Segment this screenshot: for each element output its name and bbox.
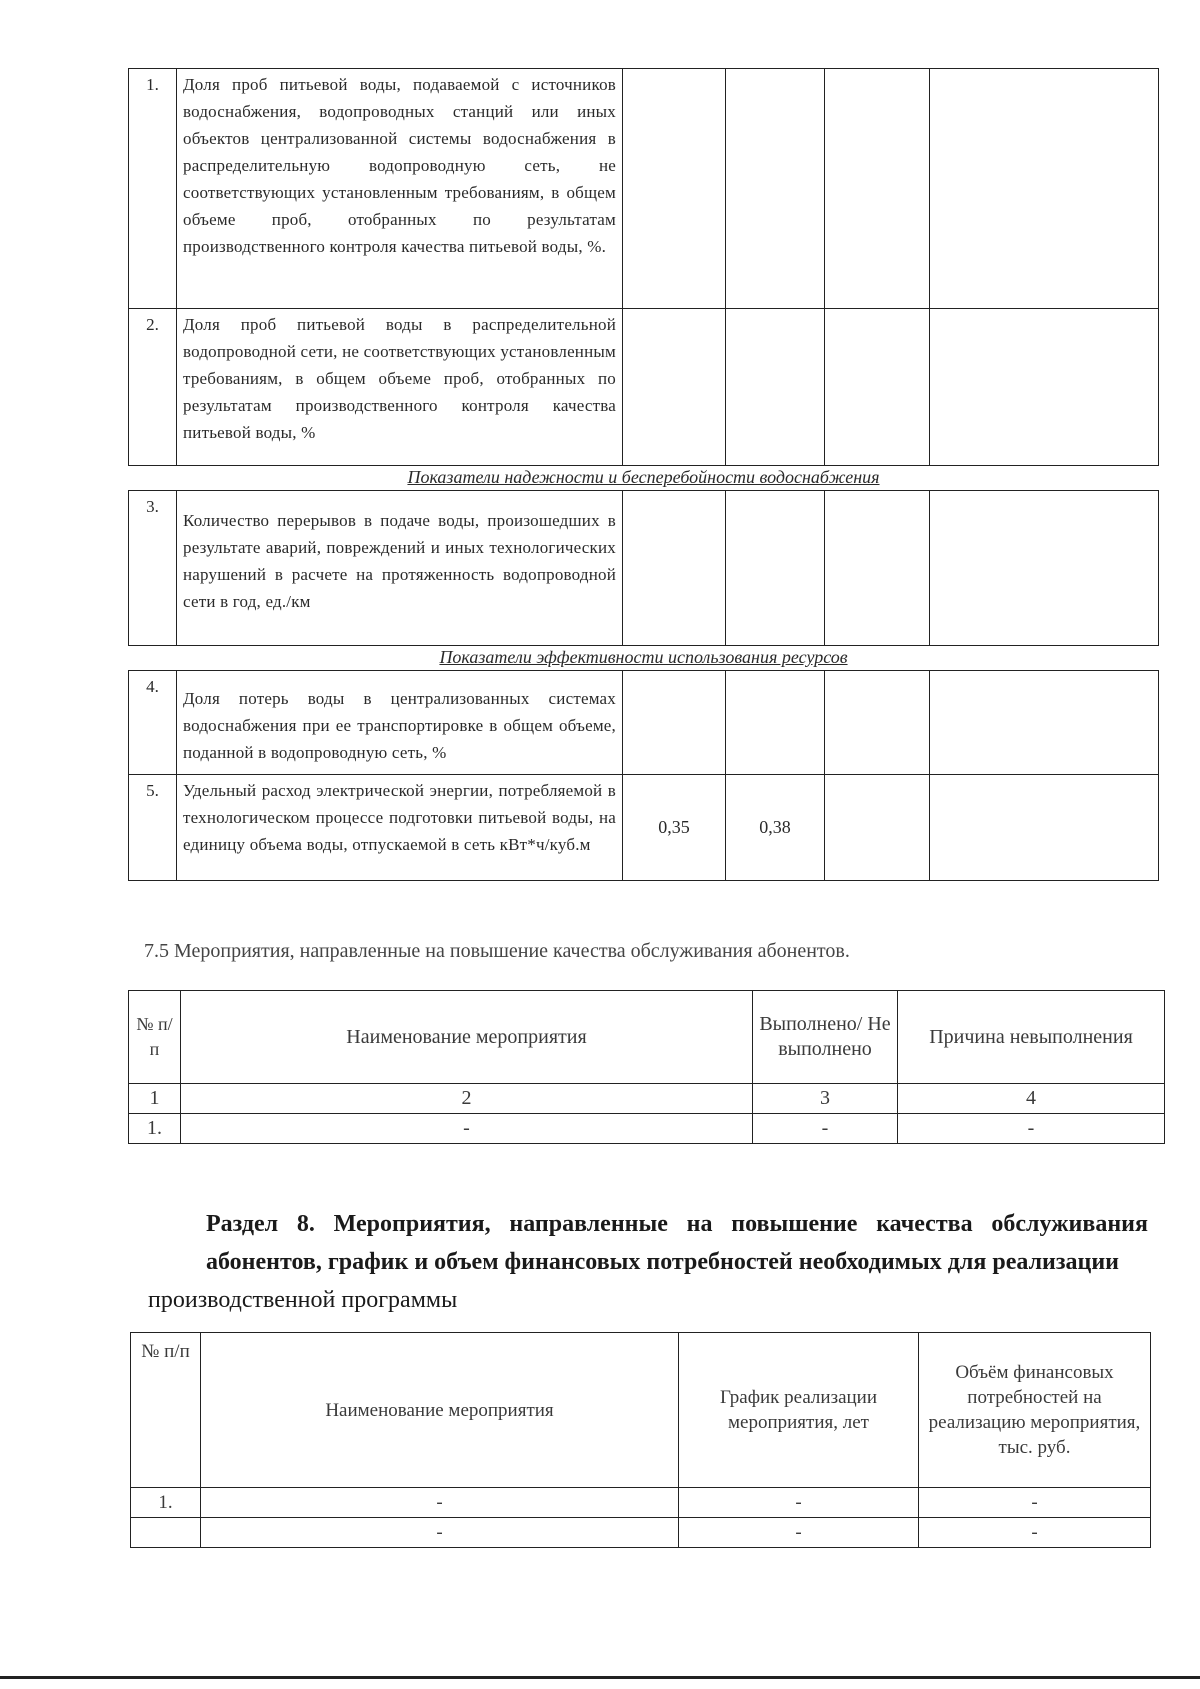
value-cell (623, 309, 726, 466)
measures-table-7-5 (128, 990, 1165, 1144)
row-number: 3. (129, 491, 177, 646)
measure-schedule: - (679, 1488, 919, 1518)
table-row (129, 775, 1159, 881)
indicator-description: Доля проб питьевой воды, подаваемой с источников водоснабжения, водопроводных станций или иных объектов централизованной системы водоснабжения в распределительную водопроводную сеть, не соответствующих установленным требованиям, в общем объеме проб, отобранных по результатам производственного контроля качества питьевой воды, %. (177, 69, 623, 309)
value-cell (726, 491, 825, 646)
value-cell: 0,35 (623, 775, 726, 881)
column-header-done: Выполнено/ Не выполнено (753, 991, 898, 1084)
value-cell (825, 309, 930, 466)
value-cell (726, 309, 825, 466)
table-row (131, 1488, 1151, 1518)
value-cell (726, 69, 825, 309)
value-cell (623, 671, 726, 775)
column-numbers-row (129, 1084, 1165, 1114)
section-8-title-tail: производственной программы (148, 1287, 458, 1313)
table-header-row (131, 1333, 1151, 1488)
column-header-num: № п/п (131, 1333, 201, 1488)
table-row (129, 69, 1159, 309)
measure-name: - (181, 1114, 753, 1144)
table-header-row (129, 991, 1165, 1084)
page-bottom-rule (0, 1676, 1200, 1679)
column-number: 2 (181, 1084, 753, 1114)
section-header-row (129, 466, 1159, 491)
section-header: Показатели надежности и бесперебойности водоснабжения (407, 467, 880, 487)
value-cell (726, 671, 825, 775)
indicator-description: Удельный расход электрической энергии, потребляемой в технологическом процессе подготовки питьевой воды, на единицу объема воды, отпускаемой в сеть кВт*ч/куб.м (177, 775, 623, 881)
table-row (131, 1518, 1151, 1548)
financial-needs-table (130, 1332, 1151, 1548)
section-8-heading (148, 1205, 1148, 1319)
value-cell: 0,38 (726, 775, 825, 881)
value-cell (825, 491, 930, 646)
row-number: 5. (129, 775, 177, 881)
measure-name: - (201, 1518, 679, 1548)
column-number: 1 (129, 1084, 181, 1114)
indicator-description: Доля проб питьевой воды в распределительной водопроводной сети, не соответствующих установленным требованиям, в общем объеме проб, отобранных по результатам производственного контроля качества питьевой воды, % (177, 309, 623, 466)
indicator-description: Доля потерь воды в централизованных системах водоснабжения при ее транспортировке в общем объеме, поданной в водопроводную сеть, % (177, 671, 623, 775)
measure-name: - (201, 1488, 679, 1518)
column-header-finance: Объём финансовых потребностей на реализацию мероприятия, тыс. руб. (919, 1333, 1151, 1488)
value-cell (825, 69, 930, 309)
row-number: 1. (129, 69, 177, 309)
section-header: Показатели эффективности использования ресурсов (439, 647, 848, 667)
column-number: 3 (753, 1084, 898, 1114)
value-cell (825, 775, 930, 881)
value-cell (825, 671, 930, 775)
table-row (129, 671, 1159, 775)
column-header-name: Наименование мероприятия (201, 1333, 679, 1488)
table-row (129, 1114, 1165, 1144)
column-header-reason: Причина невыполнения (898, 991, 1165, 1084)
value-cell (930, 775, 1159, 881)
indicators-table (128, 68, 1159, 881)
value-cell (930, 671, 1159, 775)
row-number (131, 1518, 201, 1548)
value-cell (623, 69, 726, 309)
table-row (129, 309, 1159, 466)
section-header-row (129, 646, 1159, 671)
measure-finance: - (919, 1488, 1151, 1518)
row-number: 2. (129, 309, 177, 466)
value-cell (930, 491, 1159, 646)
column-header-name: Наименование мероприятия (181, 991, 753, 1084)
column-header-schedule: График реализации мероприятия, лет (679, 1333, 919, 1488)
value-cell (623, 491, 726, 646)
table-row (129, 491, 1159, 646)
indicator-description: Количество перерывов в подаче воды, произошедших в результате аварий, повреждений и иных технологических нарушений в расчете на протяженность водопроводной сети в год, ед./км (177, 491, 623, 646)
value-cell (930, 69, 1159, 309)
column-header-num: № п/п (129, 991, 181, 1084)
row-number: 1. (131, 1488, 201, 1518)
measure-reason: - (898, 1114, 1165, 1144)
section-8-title: Раздел 8. Мероприятия, направленные на повышение качества обслуживания абонентов, график и объем финансовых потребностей необходимых для реализации (206, 1211, 1148, 1275)
row-number: 4. (129, 671, 177, 775)
measure-finance: - (919, 1518, 1151, 1548)
row-number: 1. (129, 1114, 181, 1144)
column-number: 4 (898, 1084, 1165, 1114)
value-cell (930, 309, 1159, 466)
measure-status: - (753, 1114, 898, 1144)
measure-schedule: - (679, 1518, 919, 1548)
subsection-title: 7.5 Мероприятия, направленные на повышение качества обслуживания абонентов. (144, 940, 850, 962)
